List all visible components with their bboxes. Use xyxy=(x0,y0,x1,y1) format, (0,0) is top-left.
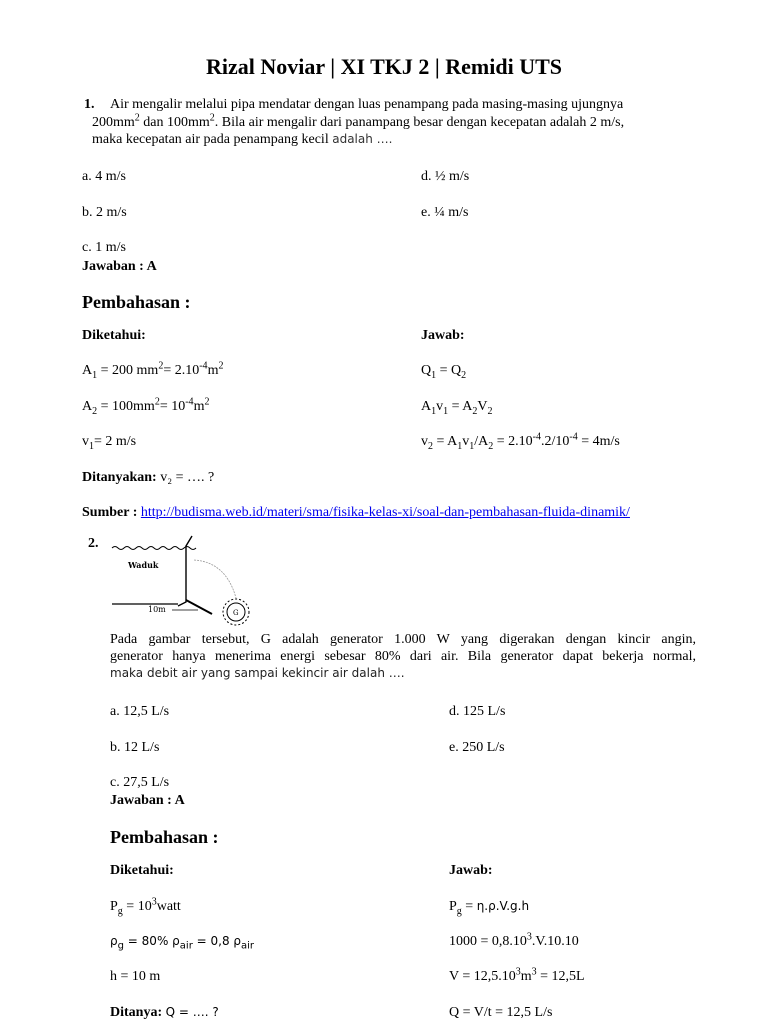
q1-answer-label: Jawab: xyxy=(421,328,465,343)
q2-figure xyxy=(108,532,268,632)
q1-known-a2: $A_2 = 100mm^2= 10^{-4}m^2$ xyxy=(82,396,210,417)
q2-step-substitute: $1000 = 0,8.10^3.V.10.10$ xyxy=(449,931,579,949)
q1-known-a1: $A_1 = 200$ $mm^2= 2.10^{-4}m^2$ xyxy=(82,360,224,381)
q1-option-e: e. ¼ m/s xyxy=(421,205,469,220)
q2-answer-label: Jawab: xyxy=(449,863,493,878)
q1-number: 1. xyxy=(84,97,95,112)
dam-wall xyxy=(178,536,192,606)
q1-step-continuity: $A_1v_1 = A_2V_2$ xyxy=(421,399,493,417)
q2-option-e: e. 250 L/s xyxy=(449,740,505,755)
q1-answer: Jawaban : A xyxy=(82,259,157,274)
q1-text-line1: Air mengalir melalui pipa mendatar dengan luas penampang pada masing-masing ujungnya xyxy=(110,97,624,112)
pipe xyxy=(186,600,212,614)
flow-arc xyxy=(194,560,236,598)
q1-known-v1: $v_1= 2$ m/s xyxy=(82,434,137,452)
q1-option-c: c. 1 m/s xyxy=(82,240,126,255)
height-label: 10m xyxy=(148,605,166,614)
water-surface xyxy=(112,547,196,550)
q1-discussion-heading: Pembahasan : xyxy=(82,292,191,312)
q2-discussion-heading: Pembahasan : xyxy=(110,827,219,847)
q1-text-line2: $200mm^2$ dan $100mm^2$. Bila air mengalir dari panampang besar dengan kecepatan adalah 2 m/s, xyxy=(92,112,625,130)
q2-known-h: h = 10 m xyxy=(110,969,161,984)
q2-known-rho: $\rho_g = 80\%$ $\rho_{air} = 0,8$ $\rho_{air}$ xyxy=(110,934,255,952)
q1-option-b: b. 2 m/s xyxy=(82,205,127,220)
q2-option-c: c. 27,5 L/s xyxy=(110,775,170,790)
q2-step-debit: Q = V/t = 12,5 L/s xyxy=(449,1005,553,1020)
q1-option-d: d. ½ m/s xyxy=(421,169,470,184)
page-title: Rizal Noviar | XI TKJ 2 | Remidi UTS xyxy=(205,54,562,79)
q1-asked: Ditanyakan: v₂ = …. ? xyxy=(82,470,215,485)
q2-text: Pada gambar tersebut, G adalah generator 1.000 W yang digerakan dengan kincir angin, generator hanya menerima energi sebesar 80% dari air. Bila generator dapat bekerja normal, maka debit air yang sampai kekincir air dalah …. xyxy=(110,632,696,680)
q2-known-label: Diketahui: xyxy=(110,863,174,878)
q1-step-q1q2: $Q_1 = Q_2$ xyxy=(421,363,467,381)
q2-step-volume: $V = 12,5.10^3m^3 = 12,5L$ xyxy=(449,966,585,984)
q2-number: 2. xyxy=(88,536,99,551)
q2-asked: Ditanya: Q = …. ? xyxy=(110,1005,219,1020)
reservoir-label: Waduk xyxy=(128,560,159,570)
q2-known-pg: $P_g$ = $10^3watt$ xyxy=(110,896,181,917)
generator-label: G xyxy=(233,609,239,617)
q2-option-d: d. 125 L/s xyxy=(449,704,506,719)
q2-option-b: b. 12 L/s xyxy=(110,740,160,755)
q1-source: Sumber : http://budisma.web.id/materi/sma/fisika-kelas-xi/soal-dan-pembahasan-fluida-dinamik/ xyxy=(82,505,630,520)
q1-known-label: Diketahui: xyxy=(82,328,146,343)
q1-option-a: a. 4 m/s xyxy=(82,169,126,184)
q2-answer: Jawaban : A xyxy=(110,793,185,808)
q1-source-link[interactable]: http://budisma.web.id/materi/sma/fisika-kelas-xi/soal-dan-pembahasan-fluida-dinamik/ xyxy=(140,505,630,520)
q1-step-v2: $v_2 = A_1v_1/A_2 = 2.10^{-4}.2/10^{-4} = 4m/s$ xyxy=(421,431,620,452)
q1-text-line3: maka kecepatan air pada penampang kecil adalah …. xyxy=(92,132,393,147)
q2-step-formula: $P_g = \eta.\rho.V.g.h$ xyxy=(449,899,530,917)
q2-option-a: a. 12,5 L/s xyxy=(110,704,170,719)
